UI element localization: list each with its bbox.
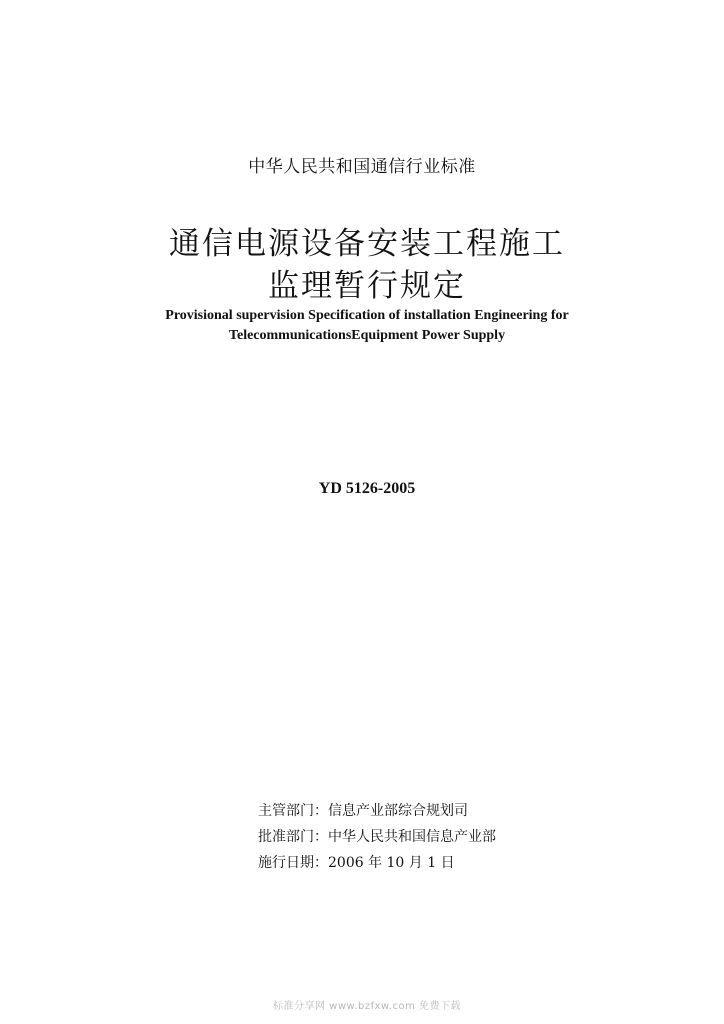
competent-department-row bbox=[258, 798, 678, 824]
standard-code: YD 5126-2005 bbox=[318, 480, 416, 497]
english-title-line-2: TelecommunicationsEquipment Power Supply bbox=[228, 328, 506, 343]
effective-date-label: 施行日期： bbox=[258, 855, 328, 871]
title-line-1: 通信电源设备安装工程施工 bbox=[169, 226, 565, 262]
title-line-2: 监理暂行规定 bbox=[268, 268, 466, 304]
competent-department-value: 信息产业部综合规划司 bbox=[328, 803, 468, 819]
competent-department-label: 主管部门： bbox=[258, 803, 328, 819]
english-title-line-1: Provisional supervision Specification of installation Engineering for bbox=[165, 308, 569, 323]
approval-department-label: 批准部门： bbox=[258, 829, 328, 845]
effective-date-value: 2006 年 10 月 1 日 bbox=[328, 855, 455, 871]
english-title bbox=[0, 306, 724, 346]
approval-department-row bbox=[258, 824, 678, 850]
footer-watermark: 标准分享网 www.bzfxw.com 免费下载 bbox=[273, 1001, 461, 1012]
effective-date-row bbox=[258, 850, 678, 876]
approval-department-value: 中华人民共和国信息产业部 bbox=[328, 829, 496, 845]
standard-category-header: 中华人民共和国通信行业标准 bbox=[248, 157, 476, 177]
issuance-info bbox=[258, 798, 678, 876]
document-title bbox=[0, 222, 724, 308]
